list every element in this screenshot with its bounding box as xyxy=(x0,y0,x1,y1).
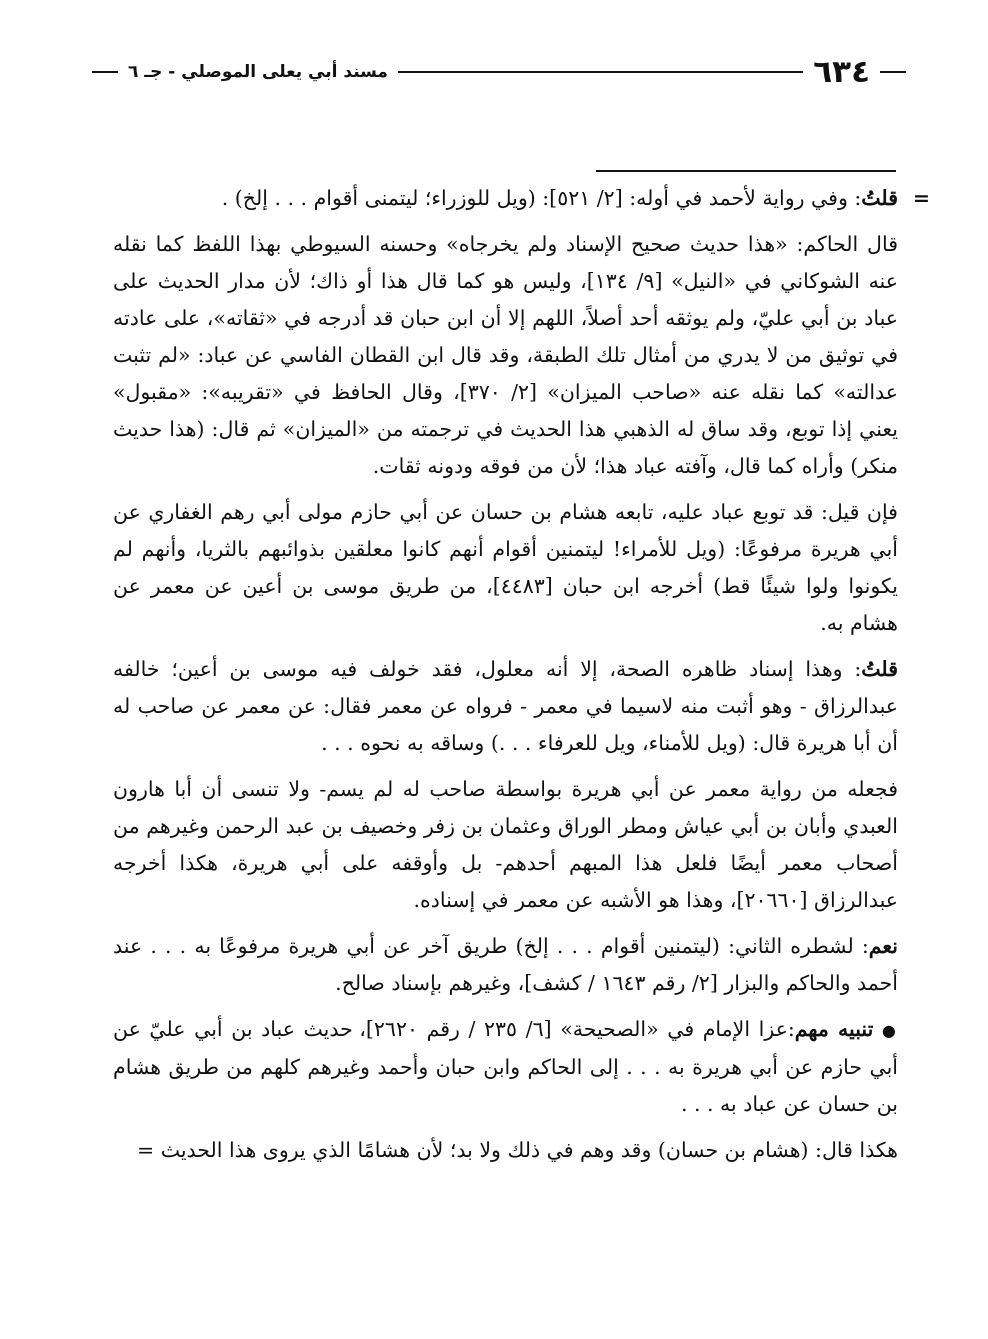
footnote-paragraph xyxy=(113,494,898,642)
header-rule xyxy=(398,71,803,73)
header-dash-right xyxy=(880,71,906,73)
paragraph-text: : وهذا إسناد ظاهره الصحة، إلا أنه معلول، فقد خولف فيه موسى بن أعين؛ خالفه عبدالرزاق - وهو أثبت منه لاسيما في معمر - فرواه عن معمر فقال: عن معمر عن صاحب له أن أبا هريرة قال: (ويل للأمناء، ويل للعرفاء . . .) وساقه به نحوه . . . xyxy=(113,657,898,755)
paragraph-text: :عزا الإمام في «الصحيحة» [٦/ ٢٣٥ / رقم ٢٦٢٠]، حديث عباد بن أبي عليّ عن أبي حازم عن أبي هريرة به . . . إلى الحاكم وابن حبان وأحمد وغيرهم كلهم من طريق هشام بن حسان عن عباد به . . . xyxy=(113,1017,898,1116)
footnote-paragraph xyxy=(113,771,898,919)
footnote-paragraph xyxy=(113,651,898,762)
footnote-paragraph xyxy=(113,928,898,1002)
bullet-icon: ● xyxy=(881,1021,898,1040)
book-title: مسند أبي يعلى الموصلي - جـ ٦ xyxy=(128,62,388,82)
header-dash-left xyxy=(92,71,118,73)
paragraph-text: فجعله من رواية معمر عن أبي هريرة بواسطة صاحب له لم يسم- ولا تنسى أن أبا هارون العبدي وأبان بن أبي عياش ومطر الوراق وعثمان بن زفر وخصيف بن عبد الرحمن وغيرهم من أصحاب معمر أيضًا فلعل هذا المبهم أحدهم- بل وأوقفه على أبي هريرة، هكذا أخرجه عبدالرزاق [٢٠٦٦٠]، وهذا هو الأشبه عن معمر في إسناده. xyxy=(113,777,898,912)
paragraph-text: : لشطره الثاني: (ليتمنين أقوام . . . إلخ) طريق آخر عن أبي هريرة مرفوعًا به . . . عند أحمد والحاكم والبزار [٢/ رقم ١٦٤٣ / كشف]، وغيرهم بإسناد صالح. xyxy=(113,934,898,995)
continuation-marker-end: = xyxy=(136,1138,155,1162)
paragraph-text: هكذا قال: (هشام بن حسان) وقد وهم في ذلك ولا بد؛ لأن هشامًا الذي يروى هذا الحديث xyxy=(160,1138,898,1162)
paragraph-label: تنبيه مهم xyxy=(794,1017,874,1041)
footnotes-body xyxy=(113,180,930,1178)
footnote-paragraph xyxy=(113,1132,898,1169)
footnote-separator xyxy=(596,170,896,172)
footnote-paragraph xyxy=(113,180,930,217)
paragraph-label: قلتُ xyxy=(861,657,898,681)
paragraph-text: فإن قيل: قد توبع عباد عليه، تابعه هشام بن حسان عن أبي حازم مولى أبي رهم الغفاري عن أبي هريرة مرفوعًا: (ويل للأمراء! ليتمنين أقوام أنهم كانوا معلقين بذوائبهم بالثريا، وأنهم لم يكونوا ولوا شيئًا قط) أخرجه ابن حبان [٤٤٨٣]، من طريق موسى بن أعين عن معمر عن هشام به. xyxy=(113,500,898,635)
footnote-paragraph xyxy=(113,226,898,485)
continuation-marker: = xyxy=(912,186,930,210)
page-number: ٦٣٤ xyxy=(813,53,870,90)
running-header xyxy=(92,52,906,92)
footnote-paragraph xyxy=(113,1011,898,1123)
paragraph-label: قلتُ xyxy=(861,186,898,210)
paragraph-text: : وفي رواية لأحمد في أوله: [٢/ ٥٢١]: (ويل للوزراء؛ ليتمنى أقوام . . . إلخ) . xyxy=(221,186,862,210)
paragraph-text: قال الحاكم: «هذا حديث صحيح الإسناد ولم يخرجاه» وحسنه السيوطي بهذا اللفظ كما نقله عنه الشوكاني في «النيل» [٩/ ١٣٤]، وليس هو كما قال هذا أو ذاك؛ لأن مدار الحديث على عباد بن أبي عليّ، ولم يوثقه أحد أصلاً، اللهم إلا أن ابن حبان قد أدرجه في «ثقاته»، على عادته في توثيق من لا يدري من أمثال تلك الطبقة، وقد قال ابن القطان الفاسي عن عباد: «لم تثبت عدالته» كما نقله عنه «صاحب الميزان» [٢/ ٣٧٠]، وقال الحافظ في «تقريبه»: «مقبول» يعني إذا توبع، وقد ساق له الذهبي هذا الحديث في ترجمته من «الميزان» ثم قال: (هذا حديث منكر) وأراه كما قال، وآفته عباد هذا؛ لأن من فوقه ودونه ثقات. xyxy=(113,232,899,478)
paragraph-label: نعم xyxy=(868,934,898,958)
